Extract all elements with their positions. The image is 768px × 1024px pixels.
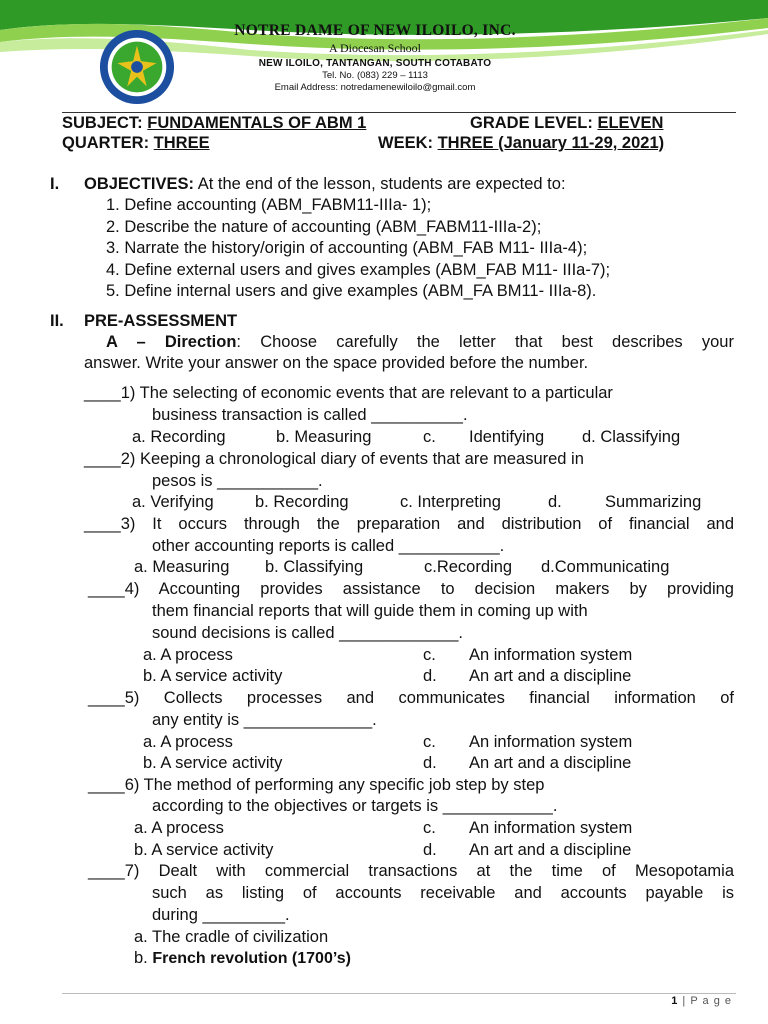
- school-name: NOTRE DAME OF NEW ILOILO, INC.: [234, 22, 516, 39]
- q3-option-c: c.Recording: [424, 558, 513, 576]
- question-4-cont-2: sound decisions is called _____________.: [152, 624, 463, 642]
- q6-option-b: b. A service activity: [134, 841, 274, 859]
- q7-option-a: a. The cradle of civilization: [134, 928, 329, 946]
- objective-item: 3. Narrate the history/origin of accounting (ABM_FAB M11- IIIa-4);: [106, 239, 588, 257]
- q7-option-b-text: French revolution (1700’s): [152, 950, 351, 967]
- q3-option-b: b. Classifying: [265, 558, 364, 576]
- question-6: ____6) The method of performing any specific job step by step: [88, 776, 545, 794]
- page-word: P a g e: [690, 995, 732, 1007]
- header-rule: [62, 112, 736, 113]
- subject-value: FUNDAMENTALS OF ABM 1: [147, 114, 367, 132]
- q5-option-c: c.: [423, 733, 436, 751]
- q7-option-b-letter: b.: [134, 949, 148, 967]
- school-subtitle: A Diocesan School: [329, 41, 421, 55]
- question-1: ____1) The selecting of economic events that are relevant to a particular: [84, 384, 613, 402]
- q2-option-d: d.: [548, 493, 562, 511]
- preassessment-title: PRE-ASSESSMENT: [84, 312, 238, 330]
- objective-item: 4. Define external users and gives examples (ABM_FAB M11- IIIa-7);: [106, 261, 611, 279]
- q3-option-a: a. Measuring: [134, 558, 230, 576]
- q5-option-a: a. A process: [143, 733, 233, 751]
- question-4: ____4) Accounting provides assistance to decision makers by providing: [88, 580, 734, 598]
- q1-option-c: c.: [423, 428, 436, 446]
- grade-row: [470, 114, 663, 133]
- week-label: WEEK:: [378, 134, 433, 152]
- direction-text: : Choose carefully the letter that best describes your: [236, 333, 734, 351]
- q5-option-b: b. A service activity: [143, 754, 283, 772]
- question-5-cont: any entity is ______________.: [152, 711, 377, 729]
- q5-option-d: d.: [423, 754, 437, 772]
- quarter-row: [62, 134, 210, 153]
- q2-option-a: a. Verifying: [132, 493, 214, 511]
- q4-option-c-text: An information system: [469, 646, 633, 664]
- q1-option-d: d. Classifying: [582, 428, 681, 446]
- q4-option-d: d.: [423, 667, 437, 685]
- objectives-intro: At the end of the lesson, students are expected to:: [194, 175, 566, 193]
- q4-option-c: c.: [423, 646, 436, 664]
- question-6-cont: according to the objectives or targets is ____________.: [152, 797, 558, 815]
- objectives-heading: [84, 175, 566, 194]
- q1-option-a: a. Recording: [132, 428, 226, 446]
- q6-option-d: d.: [423, 841, 437, 859]
- question-2: ____2) Keeping a chronological diary of events that are measured in: [84, 450, 584, 468]
- question-4-cont: them financial reports that will guide them in coming up with: [152, 602, 588, 620]
- q4-option-b: b. A service activity: [143, 667, 283, 685]
- objectives-title: OBJECTIVES:: [84, 175, 195, 193]
- quarter-value: THREE: [153, 134, 210, 152]
- objective-item: 5. Define internal users and give examples (ABM_FA BM11- IIIa-8).: [106, 282, 597, 300]
- grade-label: GRADE LEVEL:: [470, 114, 593, 132]
- q7-option-b: [134, 949, 351, 968]
- direction-line-2: answer. Write your answer on the space provided before the number.: [84, 354, 589, 372]
- page-number: 1: [671, 995, 679, 1007]
- q2-option-c: c. Interpreting: [400, 493, 501, 511]
- q4-option-d-text: An art and a discipline: [469, 667, 632, 685]
- question-3: ____3) It occurs through the preparation and distribution of financial and: [84, 515, 734, 533]
- school-seal-icon: [98, 28, 176, 106]
- question-2-cont: pesos is ___________.: [152, 472, 323, 490]
- q6-option-c-text: An information system: [469, 819, 633, 837]
- q3-option-d: d.Communicating: [541, 558, 670, 576]
- subject-label: SUBJECT:: [62, 114, 143, 132]
- objectives-number: I.: [50, 175, 60, 193]
- week-row: [378, 134, 664, 153]
- q6-option-c: c.: [423, 819, 436, 837]
- preassessment-number: II.: [50, 312, 64, 330]
- objective-item: 1. Define accounting (ABM_FABM11-IIIa- 1);: [106, 196, 432, 214]
- question-3-cont: other accounting reports is called ___________.: [152, 537, 505, 555]
- q6-option-d-text: An art and a discipline: [469, 841, 632, 859]
- subject-row: [62, 114, 366, 133]
- grade-value: ELEVEN: [597, 114, 664, 132]
- page-separator: |: [682, 995, 687, 1007]
- direction-label: A – Direction: [106, 333, 237, 351]
- quarter-label: QUARTER:: [62, 134, 150, 152]
- question-1-cont: business transaction is called __________.: [152, 406, 468, 424]
- question-7-cont: such as listing of accounts receivable and accounts payable is: [152, 884, 734, 902]
- question-7: ____7) Dealt with commercial transactions at the time of Mesopotamia: [88, 862, 734, 880]
- q6-option-a: a. A process: [134, 819, 224, 837]
- school-heading: [190, 22, 560, 93]
- q1-option-c-text: Identifying: [469, 428, 545, 446]
- question-5: ____5) Collects processes and communicates financial information of: [88, 689, 734, 707]
- direction-line: [106, 333, 734, 352]
- q1-option-b: b. Measuring: [276, 428, 372, 446]
- objective-item: 2. Describe the nature of accounting (ABM_FABM11-IIIa-2);: [106, 218, 542, 236]
- school-email: Email Address: notredamenewiloilo@gmail.com: [274, 82, 476, 93]
- question-7-cont-2: during _________.: [152, 906, 290, 924]
- q4-option-a: a. A process: [143, 646, 233, 664]
- week-value: THREE (January 11-29, 2021): [437, 134, 665, 152]
- q5-option-c-text: An information system: [469, 733, 633, 751]
- footer-rule: [62, 993, 736, 994]
- school-tel: Tel. No. (083) 229 – 1113: [322, 70, 428, 81]
- school-address: NEW ILOILO, TANTANGAN, SOUTH COTABATO: [258, 58, 492, 69]
- q2-option-d-text: Summarizing: [605, 493, 702, 511]
- page-footer: [671, 995, 732, 1007]
- q5-option-d-text: An art and a discipline: [469, 754, 632, 772]
- q2-option-b: b. Recording: [255, 493, 349, 511]
